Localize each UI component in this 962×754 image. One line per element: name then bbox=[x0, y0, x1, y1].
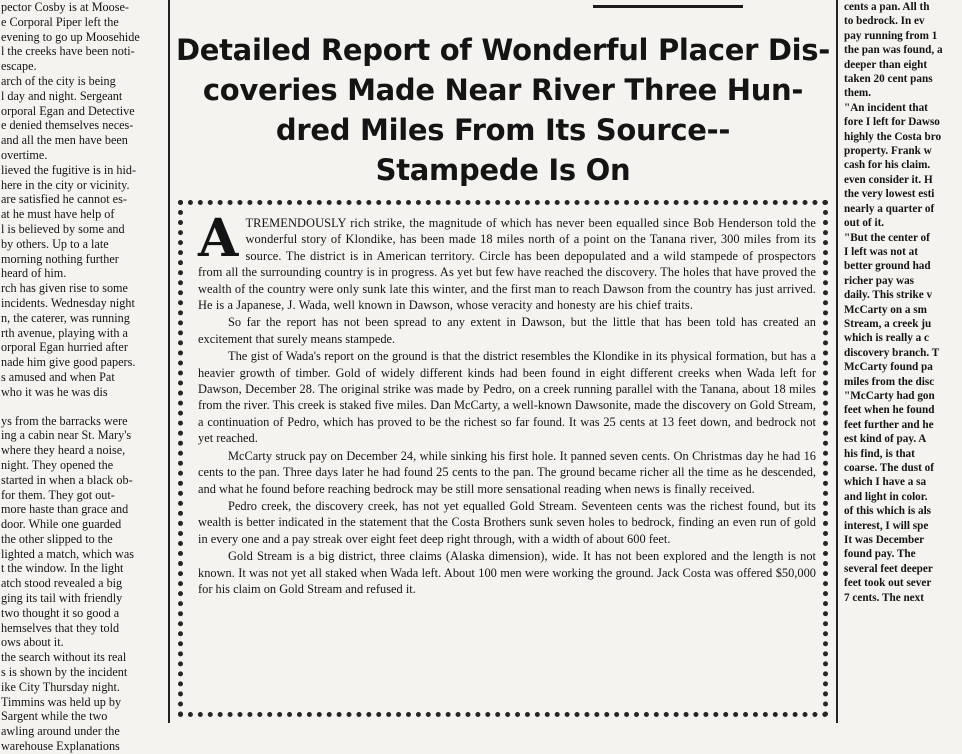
column-text-line: more haste than grace and bbox=[1, 502, 129, 517]
column-text-line: taken 20 cent pans bbox=[844, 73, 933, 86]
column-text-line: ging its tail with friendly bbox=[1, 591, 123, 606]
right-column bbox=[841, 0, 962, 723]
column-text-line: rth avenue, playing with a bbox=[1, 325, 128, 340]
article-body bbox=[198, 208, 816, 598]
column-text-line: I left was not at bbox=[844, 245, 918, 258]
column-text-line: Stream, a creek ju bbox=[844, 317, 932, 330]
column-text-line: and light in color. bbox=[844, 490, 928, 503]
column-text-line: richer pay was bbox=[844, 274, 915, 287]
center-column bbox=[173, 0, 833, 723]
column-text-line: the other slipped to the bbox=[1, 531, 113, 546]
column-text-line: door. While one guarded bbox=[1, 517, 122, 532]
headline-line: coveries Made Near River Three Hun- bbox=[202, 73, 804, 107]
column-text-line: orporal Egan and Detective bbox=[1, 103, 135, 118]
article-paragraph: McCarty struck pay on December 24, while sinking his first hole. It panned seven cents. On Christmas day he had 16 cents to the pan. Three days later he had found 25 cents to the pan. The ground became richer all the time as he descended, and what he found before reaching bedrock may be still more sensational reading when news is finally received. bbox=[198, 448, 816, 496]
column-text-line: morning nothing further bbox=[1, 251, 119, 266]
headline bbox=[173, 30, 833, 190]
article-paragraph: ATREMENDOUSLY rich strike, the magnitude of which has never been equalled since Bob Henderson told the wonderful story of Klondike, has been made 18 miles north of a point on the Tanana river, 300 miles from its source. The district is in American territory. Circle has been depopulated and a wild stampede of prospectors from all the surrounding country is in progress. As yet but few have reached the discovery. The holes that have proved the wealth of the country were only sunk late this winter, and the first man to reach Dawson from the country has just arrived. He is a Japanese, J. Wada, well known in Dawson, whose veracity and honesty are his chief traits. bbox=[198, 208, 816, 313]
drop-cap: A bbox=[198, 208, 239, 269]
column-text-line: here in the city or vicinity. bbox=[1, 177, 130, 192]
column-text-line: l is believed by some and bbox=[1, 221, 125, 236]
column-text-line: of this which is als bbox=[844, 505, 932, 518]
column-text-line: nade him give good papers. bbox=[1, 355, 136, 370]
paragraph-gap bbox=[0, 400, 166, 414]
column-text-line: ys from the barracks were bbox=[1, 413, 128, 428]
column-text-line: s amused and when Pat bbox=[1, 369, 115, 384]
top-rule bbox=[593, 5, 743, 8]
column-text-line: overtime. bbox=[1, 147, 48, 162]
column-text-line: feet when he found bbox=[844, 404, 935, 417]
column-text-line: arch of the city is being bbox=[1, 73, 116, 88]
column-text-line: ing a cabin near St. Mary's bbox=[1, 428, 132, 443]
column-text-line: atch stood revealed a big bbox=[1, 576, 123, 591]
column-text-line: out of it. bbox=[844, 217, 885, 230]
column-text-line: hemselves that they told bbox=[1, 620, 120, 635]
column-text-line: "McCarty had gon bbox=[844, 389, 935, 402]
column-text-line: Sargent while the two bbox=[1, 709, 108, 724]
column-text-line: It was December bbox=[844, 534, 925, 547]
column-text-line: McCarty found pa bbox=[844, 361, 933, 374]
column-text-line: for them. They got out- bbox=[1, 487, 115, 502]
column-text-line: coarse. The dust of bbox=[844, 462, 934, 474]
column-text-line: incidents. Wednesday night bbox=[1, 295, 135, 310]
column-text-line: his find, is that bbox=[844, 447, 915, 460]
column-text-line: deeper than eight bbox=[844, 58, 928, 71]
column-text-line: them. bbox=[844, 87, 872, 100]
column-text-line: l the creeks have been noti- bbox=[1, 44, 135, 59]
column-rule-left bbox=[168, 0, 170, 723]
column-text-line: miles from the disc bbox=[844, 375, 935, 388]
column-text-line: the search without its real bbox=[1, 650, 127, 665]
column-text-line: who it was he was dis bbox=[1, 384, 108, 399]
column-text-line: 7 cents. The next bbox=[844, 591, 924, 604]
column-text-line: interest, I will spe bbox=[844, 519, 929, 532]
column-text-line: the very lowest esti bbox=[844, 188, 935, 201]
headline-line: dred Miles From Its Source-- bbox=[275, 113, 731, 147]
column-text-line: awling around under the bbox=[1, 724, 120, 739]
column-text-line: daily. This strike v bbox=[844, 289, 933, 302]
column-text-line: "An incident that bbox=[844, 101, 928, 114]
column-text-line: warehouse Explanations bbox=[1, 739, 120, 754]
article-paragraph: Pedro creek, the discovery creek, has not yet equalled Gold Stream. Seventeen cents was the richest found, but its wealth is better indicated in the statement that the Costa Brothers sunk seven holes to bedrock, finding an even run of gold in every one and a pay streak over eight feet deep right through, with a width of about 600 feet. bbox=[198, 498, 816, 546]
article-paragraph: The gist of Wada's report on the ground is that the district resembles the Klondike in its physical formation, but has a heavier growth of timber. Gold of widely different kinds had been found in eight different creeks when Wada left for Dawson, December 28. The original strike was made by Pedro, on a creek running parallel with the Tanana, about 18 miles from the river. This creek is staked five miles. Dan McCarty, a well-known Dawsonite, made the discovery on Gold Stream, a continuation of Pedro, which has proved to be the richest so far found. It was 25 cents at 13 feet down, and bedrock not yet reached. bbox=[198, 349, 816, 446]
column-text-line: started in when a black ob- bbox=[1, 472, 133, 487]
column-text-line: feet took out sever bbox=[844, 577, 932, 590]
column-text-line: e Corporal Piper left the bbox=[1, 14, 119, 29]
column-text-line: several feet deeper bbox=[844, 562, 933, 575]
column-text-line: highly the Costa bro bbox=[844, 130, 942, 143]
column-text-line: are satisfied he cannot es- bbox=[1, 192, 127, 207]
column-text-line: discovery branch. T bbox=[844, 346, 940, 359]
column-text-line: McCarty on a sm bbox=[844, 303, 927, 316]
article-paragraph: So far the report has not been spread to any extent in Dawson, but the little that has been told has created an excitement that surely means stampede. bbox=[198, 315, 816, 346]
column-text-line: better ground had bbox=[844, 260, 931, 273]
article-paragraph: Gold Stream is a big district, three claims (Alaska dimension), wide. It has not been explored and the length is not known. It was not yet all staked when Wada left. About 100 men were working the ground. Jack Costa was offered $50,000 for his claim on Gold Stream and refused it. bbox=[198, 549, 816, 596]
column-text-line: e denied themselves neces- bbox=[1, 118, 134, 133]
column-text-line: ows about it. bbox=[1, 635, 64, 650]
column-text-line: n, the caterer, was running bbox=[1, 310, 130, 325]
column-text-line: nearly a quarter of bbox=[844, 202, 935, 215]
column-text-line: Timmins was held up by bbox=[1, 694, 122, 709]
column-text-line: fore I left for Dawso bbox=[844, 116, 940, 129]
column-text-line: night. They opened the bbox=[1, 457, 114, 472]
column-text-line: rch has given rise to some bbox=[1, 281, 128, 296]
column-text-line: cents a pan. All th bbox=[844, 1, 930, 13]
column-text-line: "But the center of bbox=[844, 231, 930, 244]
column-text-line: pector Cosby is at Moose- bbox=[1, 0, 129, 14]
left-column bbox=[0, 0, 166, 754]
headline-line: Detailed Report of Wonderful Placer Dis- bbox=[175, 33, 831, 67]
column-text-line: evening to go up Moosehide bbox=[1, 29, 140, 44]
column-text-line: l day and night. Sergeant bbox=[1, 88, 123, 103]
column-rule-right bbox=[836, 0, 838, 723]
column-text-line: pay running from 1 bbox=[844, 29, 938, 42]
column-text-line: at he must have help of bbox=[1, 207, 115, 222]
column-text-line: property. Frank w bbox=[844, 145, 932, 158]
column-text-line: heard of him. bbox=[1, 266, 67, 281]
column-text-line: lieved the fugitive is in hid- bbox=[1, 162, 137, 177]
column-text-line: by others. Up to a late bbox=[1, 236, 109, 251]
column-text-line: which I have a sa bbox=[844, 476, 927, 489]
column-text-line: two thought it so good a bbox=[1, 605, 120, 620]
column-text-line: ike City Thursday night. bbox=[1, 679, 120, 694]
column-text-line: which is really a c bbox=[844, 332, 929, 345]
column-text-line: where they heard a noise, bbox=[1, 443, 126, 458]
column-text-line: and all the men have been bbox=[1, 133, 128, 148]
column-text-line: even consider it. H bbox=[844, 173, 933, 186]
column-text-line: escape. bbox=[1, 59, 37, 74]
column-text-line: est kind of pay. A bbox=[844, 433, 927, 446]
column-text-line: lighted a match, which was bbox=[1, 546, 135, 561]
column-text-line: feet further and he bbox=[844, 418, 934, 431]
column-text-line: t the window. In the light bbox=[1, 561, 124, 576]
column-text-line: orporal Egan hurried after bbox=[1, 340, 128, 355]
column-text-line: found pay. The bbox=[844, 548, 916, 561]
column-text-line: to bedrock. In ev bbox=[844, 15, 925, 28]
headline-line: Stampede Is On bbox=[375, 153, 631, 187]
column-text-line: s is shown by the incident bbox=[1, 665, 128, 680]
column-text-line: cash for his claim. bbox=[844, 159, 931, 172]
column-text-line: the pan was found, a bbox=[844, 44, 943, 57]
